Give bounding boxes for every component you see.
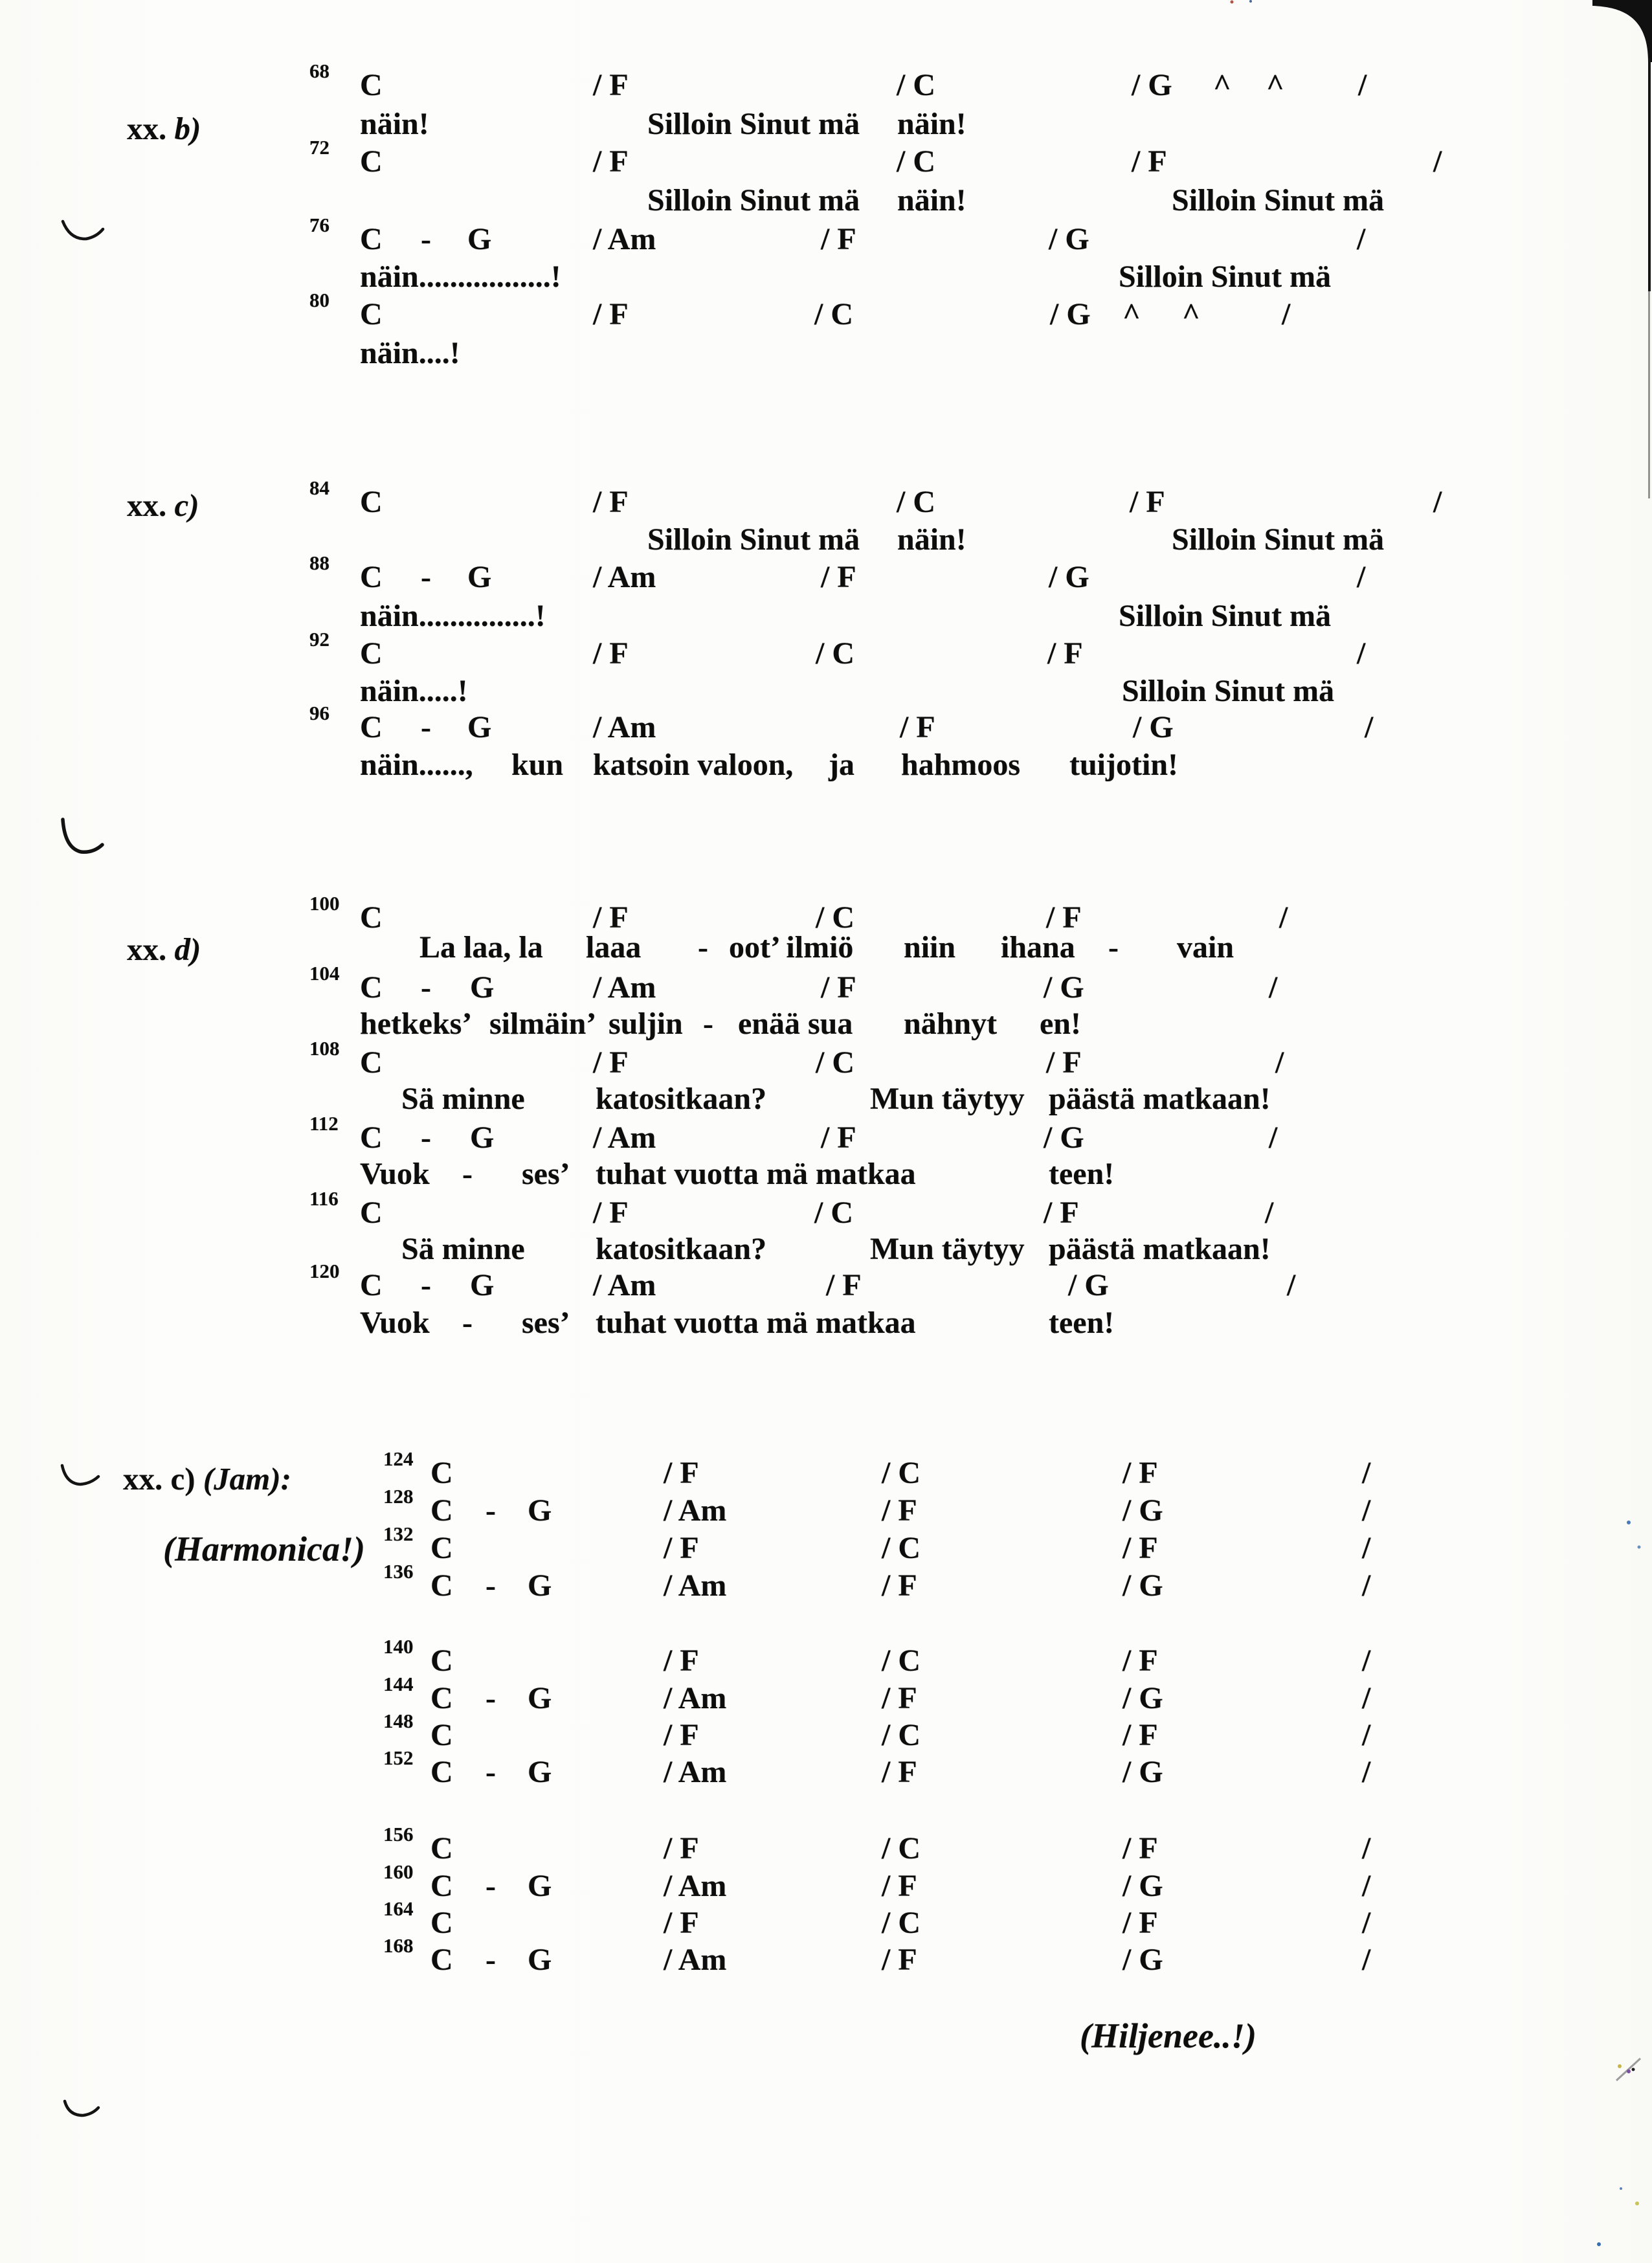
lyric-text: tuhat vuotta mä matkaa — [596, 1157, 916, 1191]
bar-slash: / — [1365, 710, 1374, 744]
lyric-text: oot’ ilmiö — [729, 930, 854, 964]
scan-speckle — [1618, 2064, 1622, 2068]
lyric-text: Silloin Sinut mä — [1172, 522, 1385, 557]
bar-slash: / — [1362, 1831, 1371, 1866]
chord-symbol: C — [360, 710, 383, 744]
lyric-text: näin! — [897, 107, 966, 141]
chord-symbol: / Am — [664, 1568, 727, 1603]
chord-symbol: / C — [882, 1831, 921, 1866]
chord-symbol: / F — [593, 900, 629, 935]
chord-symbol: / F — [1122, 1718, 1158, 1752]
bar-number: 120 — [309, 1260, 340, 1282]
lyric-text: niin — [904, 930, 956, 964]
chord-symbol: / F — [1044, 1196, 1079, 1230]
lyric-text: teen! — [1049, 1306, 1115, 1340]
chord-symbol: / C — [816, 1045, 854, 1080]
chord-symbol: - — [486, 1755, 496, 1789]
scan-mark-arc — [62, 1466, 98, 1484]
chord-symbol: / G — [1122, 1568, 1163, 1603]
chord-symbol: / F — [1122, 1456, 1158, 1490]
chord-symbol: / C — [882, 1718, 921, 1752]
bar-slash: / — [1433, 485, 1442, 519]
chord-symbol: / C — [816, 636, 854, 671]
chord-symbol: / C — [814, 1196, 853, 1230]
chord-symbol: / F — [821, 1120, 856, 1155]
scan-speckle — [1635, 2202, 1639, 2205]
accent-caret: ^ — [1266, 68, 1284, 102]
lyric-text: Mun täytyy — [870, 1232, 1025, 1266]
chord-symbol: / Am — [593, 1268, 656, 1302]
chord-symbol: C — [360, 1196, 383, 1230]
lyric-text: näin......, — [360, 748, 473, 782]
chord-symbol: / F — [1122, 1831, 1158, 1866]
lyric-text: - — [698, 930, 708, 964]
chord-symbol: / F — [664, 1456, 699, 1490]
chord-symbol: / Am — [593, 560, 656, 594]
lyric-text: tuhat vuotta mä matkaa — [596, 1306, 916, 1340]
lyric-text: hahmoos — [901, 748, 1021, 782]
chord-symbol: C — [360, 1045, 383, 1080]
section-label-text: xx. — [127, 487, 175, 523]
bar-number: 160 — [383, 1860, 414, 1883]
bar-slash: / — [1269, 970, 1278, 1005]
scan-corner-shadow — [1592, 0, 1652, 62]
scan-speckle — [1597, 2242, 1601, 2246]
lyric-text: Silloin Sinut mä — [1122, 674, 1335, 708]
chord-symbol: / Am — [593, 710, 656, 744]
chord-symbol: C — [360, 1268, 383, 1302]
accent-caret: ^ — [1182, 297, 1200, 331]
chord-symbol: C — [360, 144, 383, 179]
lyric-text: ses’ — [522, 1306, 570, 1340]
bar-slash: / — [1362, 1869, 1371, 1903]
chord-symbol: C — [360, 485, 383, 519]
bar-number: 128 — [383, 1485, 414, 1508]
accent-caret: ^ — [1122, 297, 1141, 331]
lyric-text: Vuok — [360, 1157, 430, 1191]
chord-symbol: / F — [593, 485, 629, 519]
bar-number: 112 — [309, 1112, 339, 1135]
chord-symbol: / C — [882, 1644, 921, 1678]
chord-symbol: - — [421, 970, 431, 1005]
bar-slash: / — [1362, 1456, 1371, 1490]
lyric-text: - — [703, 1007, 713, 1041]
chord-symbol: / F — [593, 1045, 629, 1080]
chord-symbol: / F — [821, 222, 856, 256]
bar-slash: / — [1357, 222, 1366, 256]
chord-symbol: G — [467, 222, 492, 256]
scan-speckle — [1231, 1, 1234, 4]
scan-scratch — [1616, 2058, 1640, 2080]
lyric-text: Silloin Sinut mä — [1172, 183, 1385, 217]
lyric-text: katositkaan? — [596, 1082, 767, 1116]
chord-symbol: - — [486, 1943, 496, 1977]
chord-symbol: / Am — [664, 1869, 727, 1903]
bar-number: 80 — [309, 289, 329, 311]
chord-symbol: C — [360, 560, 383, 594]
chord-symbol: / F — [1122, 1906, 1158, 1940]
chord-symbol: / F — [664, 1718, 699, 1752]
chord-symbol: / G — [1122, 1943, 1163, 1977]
chord-symbol: C — [430, 1456, 453, 1490]
section-label-text: xx. — [127, 111, 175, 146]
lyric-text: en! — [1040, 1007, 1081, 1041]
chord-symbol: / G — [1049, 222, 1089, 256]
chord-symbol: / C — [897, 144, 935, 179]
chord-symbol: / G — [1068, 1268, 1109, 1302]
scan-speckle — [1627, 2069, 1631, 2073]
lyric-text: Silloin Sinut mä — [647, 522, 860, 557]
scan-speckle — [1632, 2068, 1635, 2071]
chord-symbol: C — [360, 636, 383, 671]
chord-symbol: / C — [897, 485, 935, 519]
chord-symbol: / F — [593, 636, 629, 671]
scan-mark-arc — [63, 221, 103, 239]
chord-symbol: - — [486, 1568, 496, 1603]
chord-symbol: / F — [882, 1755, 917, 1789]
lyric-text: päästä matkaan! — [1049, 1082, 1271, 1116]
bar-number: 132 — [383, 1522, 414, 1545]
bar-number: 100 — [309, 892, 340, 915]
chord-symbol: / F — [882, 1568, 917, 1603]
bar-slash: / — [1362, 1718, 1371, 1752]
scan-edge-line — [1648, 291, 1650, 498]
chord-symbol: G — [528, 1943, 552, 1977]
chord-symbol: - — [421, 222, 431, 256]
lyric-text: Silloin Sinut mä — [647, 107, 860, 141]
chord-symbol: C — [360, 222, 383, 256]
chord-symbol: / G — [1133, 710, 1174, 744]
lyric-text: hetkeks’ — [360, 1007, 473, 1041]
bar-number: 168 — [383, 1934, 414, 1957]
chord-symbol: / Am — [664, 1493, 727, 1528]
chord-symbol: / Am — [664, 1681, 727, 1715]
bar-slash: / — [1362, 1755, 1371, 1789]
bar-number: 124 — [383, 1447, 414, 1470]
chord-symbol: / F — [826, 1268, 862, 1302]
chord-symbol: G — [470, 1120, 495, 1155]
bar-slash: / — [1279, 900, 1288, 935]
section-label-text: xx. — [127, 931, 175, 967]
section-label-italic: d) — [174, 931, 201, 967]
lyric-text: - — [462, 1306, 473, 1340]
chord-symbol: C — [360, 970, 383, 1005]
lyric-text: teen! — [1049, 1157, 1115, 1191]
chord-symbol: / G — [1050, 297, 1091, 331]
chord-symbol: G — [467, 560, 492, 594]
bar-slash: / — [1362, 1681, 1371, 1715]
chord-symbol: C — [360, 900, 383, 935]
lyric-text: Sä minne — [401, 1232, 525, 1266]
lyric-text: päästä matkaan! — [1049, 1232, 1271, 1266]
chord-symbol: / G — [1044, 970, 1084, 1005]
chord-symbol: G — [470, 1268, 495, 1302]
chord-symbol: G — [470, 970, 495, 1005]
chord-symbol: G — [467, 710, 492, 744]
bar-slash: / — [1362, 1906, 1371, 1940]
bar-number: 140 — [383, 1635, 414, 1658]
bar-number: 84 — [309, 476, 329, 499]
chord-symbol: / G — [1122, 1869, 1163, 1903]
lyric-text: ses’ — [522, 1157, 570, 1191]
lyric-text: näin.................! — [360, 260, 561, 294]
chord-symbol: C — [430, 1531, 453, 1565]
chord-symbol: / C — [816, 900, 854, 935]
lyric-text: Silloin Sinut mä — [647, 183, 860, 217]
lyric-text: ihana — [1001, 930, 1075, 964]
chord-symbol: C — [430, 1831, 453, 1866]
chord-symbol: / F — [1046, 1045, 1082, 1080]
chord-symbol: / F — [1122, 1644, 1158, 1678]
lyric-text: Mun täytyy — [870, 1082, 1025, 1116]
bar-slash: / — [1357, 560, 1366, 594]
lyric-text: katositkaan? — [596, 1232, 767, 1266]
bar-slash: / — [1357, 636, 1366, 671]
lyric-text: suljin — [608, 1007, 683, 1041]
bar-slash: / — [1287, 1268, 1296, 1302]
chord-symbol: C — [360, 297, 383, 331]
bar-slash: / — [1265, 1196, 1274, 1230]
bar-slash: / — [1275, 1045, 1284, 1080]
chord-symbol: G — [528, 1493, 552, 1528]
bar-slash: / — [1358, 68, 1367, 102]
chord-symbol: / C — [814, 297, 853, 331]
chord-symbol: / F — [593, 144, 629, 179]
chord-symbol: / C — [882, 1531, 921, 1565]
lyric-text: näin! — [360, 107, 429, 141]
chord-symbol: C — [430, 1943, 453, 1977]
chord-symbol: G — [528, 1681, 552, 1715]
bar-number: 92 — [309, 628, 329, 651]
chord-symbol: / F — [900, 710, 935, 744]
lyric-text: tuijotin! — [1069, 748, 1178, 782]
chord-symbol: / F — [664, 1906, 699, 1940]
bar-slash: / — [1282, 297, 1291, 331]
bar-slash: / — [1362, 1943, 1371, 1977]
chord-symbol: / Am — [664, 1943, 727, 1977]
chord-symbol: / G — [1122, 1493, 1163, 1528]
lyric-text: näin! — [897, 522, 966, 557]
chord-symbol: / Am — [664, 1755, 727, 1789]
chord-symbol: / F — [1122, 1531, 1158, 1565]
scan-mark-arc — [65, 2101, 98, 2115]
chord-symbol: C — [430, 1568, 453, 1603]
chord-symbol: - — [421, 1268, 431, 1302]
bar-slash: / — [1362, 1644, 1371, 1678]
bar-number: 104 — [309, 962, 340, 985]
lyric-text: näin....! — [360, 336, 460, 370]
chord-symbol: / C — [882, 1456, 921, 1490]
chord-symbol: / C — [882, 1906, 921, 1940]
bar-number: 108 — [309, 1037, 340, 1060]
chord-symbol: / F — [664, 1831, 699, 1866]
chord-symbol: / Am — [593, 1120, 656, 1155]
chord-symbol: / F — [593, 297, 629, 331]
chord-symbol: / F — [882, 1681, 917, 1715]
lyric-text: silmäin’ — [489, 1007, 597, 1041]
lyric-text: Silloin Sinut mä — [1119, 260, 1332, 294]
chord-symbol: C — [360, 68, 383, 102]
chord-symbol: / Am — [593, 222, 656, 256]
section-label-italic: b) — [174, 111, 201, 146]
chord-symbol: - — [486, 1681, 496, 1715]
lyric-text: näin...............! — [360, 599, 546, 633]
section-label-italic: c) — [174, 487, 199, 523]
chord-symbol: / F — [664, 1644, 699, 1678]
bar-number: 76 — [309, 214, 329, 236]
chord-symbol: - — [421, 560, 431, 594]
chord-symbol: / F — [593, 68, 629, 102]
scan-speckle — [1627, 1521, 1631, 1524]
accent-caret: ^ — [1213, 68, 1231, 102]
chord-symbol: C — [430, 1644, 453, 1678]
bar-number: 148 — [383, 1710, 414, 1732]
bar-slash: / — [1362, 1568, 1371, 1603]
lyric-text: vain — [1177, 930, 1234, 964]
lyric-text: Vuok — [360, 1306, 430, 1340]
dynamics-annotation: (Hiljenee..!) — [1080, 2016, 1256, 2055]
section-label-text: xx. c) — [123, 1461, 203, 1497]
chord-symbol: / G — [1049, 560, 1089, 594]
chord-symbol: G — [528, 1568, 552, 1603]
lyric-text: laaa — [586, 930, 642, 964]
chord-symbol: / F — [664, 1531, 699, 1565]
chord-symbol: C — [430, 1718, 453, 1752]
chord-symbol: / F — [1046, 900, 1082, 935]
chord-symbol: G — [528, 1755, 552, 1789]
chord-symbol: / Am — [593, 970, 656, 1005]
chord-symbol: / F — [593, 1196, 629, 1230]
chord-symbol: C — [430, 1493, 453, 1528]
scan-speckle — [1620, 2187, 1622, 2190]
bar-slash: / — [1362, 1493, 1371, 1528]
chord-symbol: / F — [821, 970, 856, 1005]
chord-symbol: - — [486, 1869, 496, 1903]
bar-number: 72 — [309, 136, 329, 159]
chord-symbol: C — [360, 1120, 383, 1155]
bar-number: 68 — [309, 60, 329, 82]
chord-symbol: / F — [821, 560, 856, 594]
chord-symbol: / F — [882, 1943, 917, 1977]
lyric-text: kun — [511, 748, 564, 782]
lyric-text: enää sua — [738, 1007, 853, 1041]
bar-number: 116 — [309, 1187, 339, 1210]
lyric-text: Silloin Sinut mä — [1119, 599, 1332, 633]
chord-symbol: C — [430, 1755, 453, 1789]
lyric-text: ja — [829, 748, 854, 782]
lyric-text: - — [1108, 930, 1119, 964]
chord-symbol: / F — [882, 1869, 917, 1903]
bar-number: 144 — [383, 1673, 414, 1695]
lyric-text: katsoin valoon, — [593, 748, 794, 782]
chord-symbol: C — [430, 1869, 453, 1903]
lyric-text: Sä minne — [401, 1082, 525, 1116]
chord-symbol: / G — [1044, 1120, 1084, 1155]
scan-edge-line — [1648, 58, 1651, 291]
chord-symbol: - — [486, 1493, 496, 1528]
chord-symbol: - — [421, 1120, 431, 1155]
bar-slash: / — [1433, 144, 1442, 179]
chord-symbol: / F — [1132, 144, 1167, 179]
chord-symbol: C — [430, 1906, 453, 1940]
bar-number: 164 — [383, 1897, 414, 1920]
chord-symbol: - — [421, 710, 431, 744]
bar-slash: / — [1362, 1531, 1371, 1565]
scan-mark-arc — [63, 819, 102, 852]
lyric-text: näin.....! — [360, 674, 468, 708]
chord-symbol: / C — [897, 68, 935, 102]
section-jam-sublabel: (Harmonica!) — [163, 1530, 366, 1568]
chord-symbol: / G — [1122, 1755, 1163, 1789]
bar-number: 152 — [383, 1746, 414, 1769]
bar-number: 156 — [383, 1823, 414, 1845]
scan-speckle — [1249, 0, 1252, 3]
bar-number: 88 — [309, 552, 329, 574]
bar-number: 136 — [383, 1560, 414, 1583]
lyric-text: - — [462, 1157, 473, 1191]
section-label-italic: (Jam): — [203, 1461, 291, 1497]
chord-symbol: / F — [882, 1493, 917, 1528]
chord-symbol: / G — [1132, 68, 1172, 102]
lyric-text: La laa, la — [419, 930, 543, 964]
chord-symbol: / F — [1130, 485, 1165, 519]
scan-speckle — [1638, 1546, 1641, 1549]
chord-symbol: C — [430, 1681, 453, 1715]
lyric-text: nähnyt — [904, 1007, 998, 1041]
bar-slash: / — [1269, 1120, 1278, 1155]
chord-symbol: / F — [1047, 636, 1083, 671]
chord-symbol: / G — [1122, 1681, 1163, 1715]
lyric-text: näin! — [897, 183, 966, 217]
chord-symbol: G — [528, 1869, 552, 1903]
bar-number: 96 — [309, 702, 329, 724]
